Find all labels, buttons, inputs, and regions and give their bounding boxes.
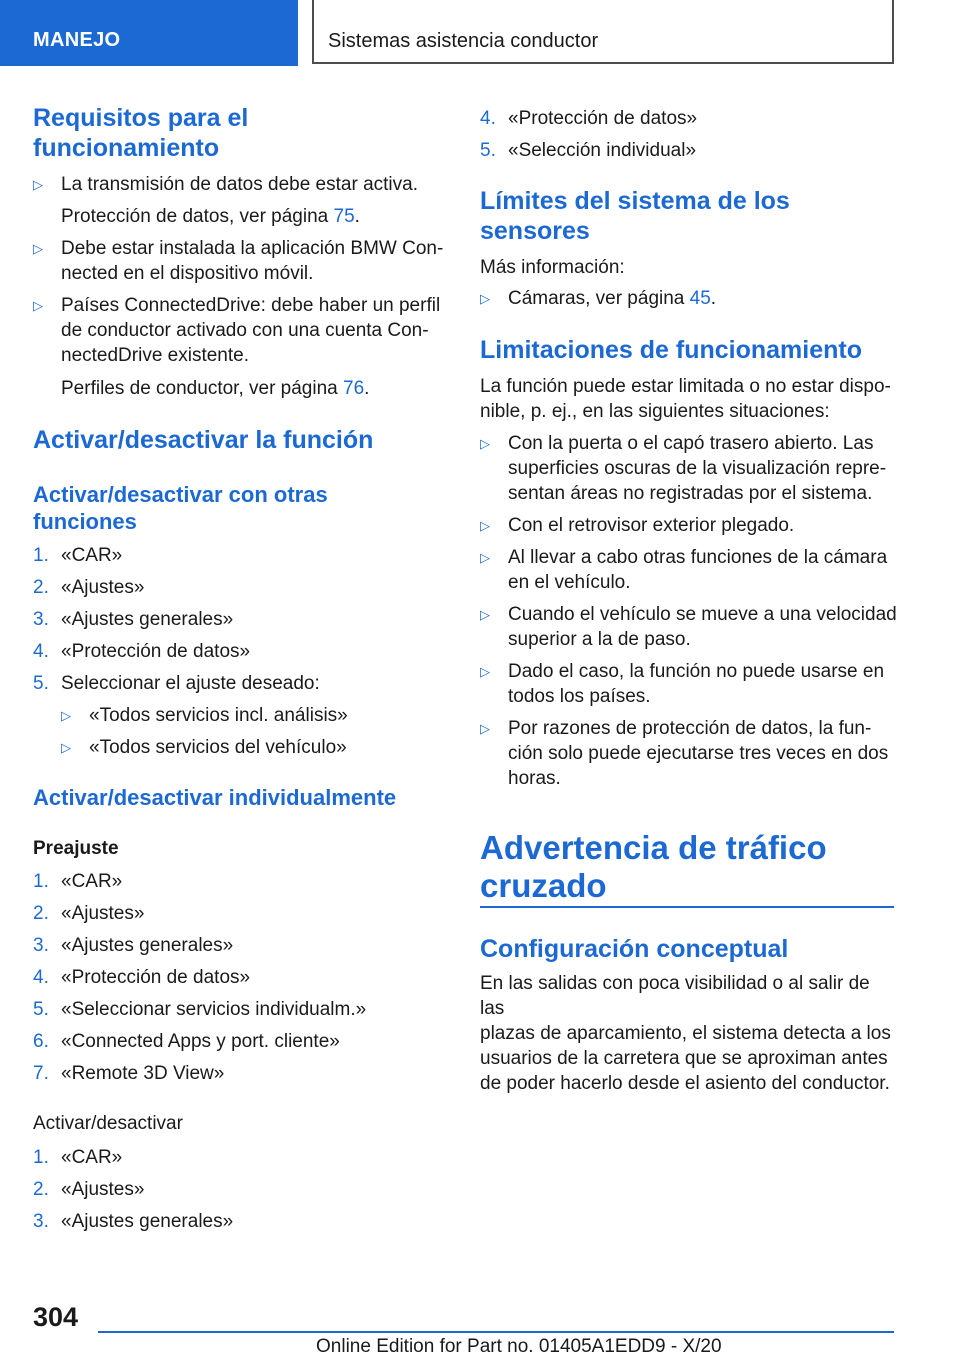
step-number: 2. xyxy=(33,903,49,924)
list-item-line: superior a la de paso. xyxy=(508,629,691,650)
chapter-label: Sistemas asistencia conductor xyxy=(328,30,599,52)
list-item-line: Dado el caso, la función no puede usarse en xyxy=(508,661,885,682)
step-text: «Protección de datos» xyxy=(61,641,251,662)
bullet-triangle-icon: ▷ xyxy=(61,740,71,755)
concept-paragraph xyxy=(480,971,894,1096)
list-item-line: nectedDrive existente. xyxy=(61,345,249,366)
bullet-triangle-icon: ▷ xyxy=(33,298,43,313)
step-text: «Ajustes» xyxy=(61,577,145,598)
intro-line: nible, p. ej., en las siguientes situaciones: xyxy=(480,401,830,422)
step-text: «Selección individual» xyxy=(508,140,697,161)
paragraph-line: de poder hacerlo desde el asiento del conductor. xyxy=(480,1073,890,1094)
step-number: 3. xyxy=(33,935,49,956)
activate-other-heading-line2: funciones xyxy=(33,509,137,534)
cameras-text: Cámaras, ver página xyxy=(508,288,690,309)
list-item-line: ción solo puede ejecutarse tres veces en dos xyxy=(508,743,889,764)
step-number: 1. xyxy=(33,871,49,892)
function-limits-heading: Limitaciones de funcionamiento xyxy=(480,336,862,364)
activate-other-heading xyxy=(33,481,328,535)
step-text: «Protección de datos» xyxy=(61,967,251,988)
section-label: MANEJO xyxy=(33,29,121,51)
list-item-line: superficies oscuras de la visualización repre- xyxy=(508,458,887,479)
section-divider xyxy=(480,906,894,908)
step-text: «Ajustes» xyxy=(61,1179,145,1200)
step-text: «CAR» xyxy=(61,545,123,566)
individual-heading: Activar/desactivar individualmente xyxy=(33,785,397,810)
step-number: 4. xyxy=(480,108,496,129)
paragraph-line: En las salidas con poca visibilidad o al salir de las xyxy=(480,973,870,1019)
more-info-text: Más información: xyxy=(480,257,625,278)
bullet-triangle-icon: ▷ xyxy=(33,241,43,256)
cross-traffic-heading-line2: cruzado xyxy=(480,867,607,904)
sub-list-item-text: «Todos servicios del vehículo» xyxy=(89,737,347,758)
list-item-text xyxy=(61,293,451,368)
activate-other-heading-line1: Activar/desactivar con otras xyxy=(33,482,328,507)
cross-reference: Perfiles de conductor, ver página 76. xyxy=(61,378,370,399)
chapter-tab xyxy=(312,0,894,64)
paragraph-line: plazas de aparcamiento, el sistema detecta a los xyxy=(480,1023,891,1044)
bullet-triangle-icon: ▷ xyxy=(480,721,490,736)
step-text: «Ajustes» xyxy=(61,903,145,924)
step-number: 3. xyxy=(33,609,49,630)
sub-list-item-text: «Todos servicios incl. análisis» xyxy=(89,705,348,726)
page-number: 304 xyxy=(33,1302,79,1332)
list-item-line: en el vehículo. xyxy=(508,572,631,593)
list-item-line: nected en el dispositivo móvil. xyxy=(61,263,314,284)
requirements-heading xyxy=(33,103,248,163)
list-item-line: Debe estar instalada la aplicación BMW Con- xyxy=(61,238,444,259)
step-text: «Protección de datos» xyxy=(508,108,698,129)
list-item-line: Con la puerta o el capó trasero abierto. Las xyxy=(508,433,874,454)
list-item-line: Países ConnectedDrive: debe haber un perfil xyxy=(61,295,441,316)
bullet-triangle-icon: ▷ xyxy=(61,708,71,723)
step-number: 4. xyxy=(33,967,49,988)
list-item-line: Por razones de protección de datos, la fun- xyxy=(508,718,872,739)
page-link[interactable]: 75 xyxy=(333,206,355,227)
toggle-subheading: Activar/desactivar xyxy=(33,1113,183,1134)
cross-reference-text: Perfiles de conductor, ver página xyxy=(61,378,344,399)
step-number: 7. xyxy=(33,1063,49,1084)
list-item-text: La transmisión de datos debe estar activa. xyxy=(61,174,418,195)
step-number: 1. xyxy=(33,1147,49,1168)
cross-reference-text: Protección de datos, ver página xyxy=(61,206,334,227)
cross-traffic-heading-line1: Advertencia de tráfico xyxy=(480,829,827,866)
step-number: 5. xyxy=(33,999,49,1020)
step-text: Seleccionar el ajuste deseado: xyxy=(61,673,320,694)
step-number: 3. xyxy=(33,1211,49,1232)
step-text: «Ajustes generales» xyxy=(61,935,234,956)
bullet-triangle-icon: ▷ xyxy=(480,550,490,565)
step-number: 1. xyxy=(33,545,49,566)
page-link[interactable]: 76 xyxy=(343,378,365,399)
cross-traffic-heading xyxy=(480,829,827,905)
list-item-text xyxy=(61,236,451,286)
step-text: «Connected Apps y port. cliente» xyxy=(61,1031,340,1052)
list-item-line: Cuando el vehículo se mueve a una velocidad xyxy=(508,604,897,625)
step-text: «Remote 3D View» xyxy=(61,1063,225,1084)
requirements-heading-line1: Requisitos para el xyxy=(33,104,249,132)
concept-heading: Configuración conceptual xyxy=(480,935,789,963)
list-item-line: sentan áreas no registradas por el sistema. xyxy=(508,483,873,504)
step-text: «Ajustes generales» xyxy=(61,1211,234,1232)
list-item-text xyxy=(508,716,898,791)
step-text: «Seleccionar servicios individualm.» xyxy=(61,999,367,1020)
footer-divider xyxy=(98,1331,894,1333)
list-item-line: Al llevar a cabo otras funciones de la cámara xyxy=(508,547,888,568)
step-number: 5. xyxy=(480,140,496,161)
bullet-triangle-icon: ▷ xyxy=(480,607,490,622)
preset-subheading: Preajuste xyxy=(33,838,119,859)
function-limits-intro xyxy=(480,374,891,424)
list-item-line: horas. xyxy=(508,768,561,789)
list-item-text: Con el retrovisor exterior plegado. xyxy=(508,515,795,536)
paragraph-line: usuarios de la carretera que se aproximan antes xyxy=(480,1048,888,1069)
edition-text: Online Edition for Part no. 01405A1EDD9 - X/20 xyxy=(316,1336,722,1357)
step-text: «CAR» xyxy=(61,1147,123,1168)
step-text: «CAR» xyxy=(61,871,123,892)
activate-heading: Activar/desactivar la función xyxy=(33,426,374,454)
section-tab xyxy=(0,0,298,66)
cross-reference: Protección de datos, ver página 75. xyxy=(61,206,360,227)
list-item-text xyxy=(508,431,898,506)
step-text: «Ajustes generales» xyxy=(61,609,234,630)
page-link[interactable]: 45 xyxy=(689,288,711,309)
sensor-limits-heading-line2: sensores xyxy=(480,217,590,245)
list-item-text xyxy=(508,659,898,709)
sensor-limits-heading-line1: Límites del sistema de los xyxy=(480,187,790,215)
list-item-text xyxy=(508,602,898,652)
bullet-triangle-icon: ▷ xyxy=(480,291,490,306)
step-number: 4. xyxy=(33,641,49,662)
bullet-triangle-icon: ▷ xyxy=(480,436,490,451)
requirements-heading-line2: funcionamiento xyxy=(33,134,220,162)
sensor-limits-heading xyxy=(480,186,790,246)
intro-line: La función puede estar limitada o no estar dispo- xyxy=(480,376,891,397)
bullet-triangle-icon: ▷ xyxy=(480,664,490,679)
bullet-triangle-icon: ▷ xyxy=(33,177,43,192)
bullet-triangle-icon: ▷ xyxy=(480,518,490,533)
step-number: 2. xyxy=(33,1179,49,1200)
step-number: 6. xyxy=(33,1031,49,1052)
step-number: 2. xyxy=(33,577,49,598)
list-item-line: de conductor activado con una cuenta Con- xyxy=(61,320,429,341)
list-item-text: Cámaras, ver página 45. xyxy=(508,288,717,309)
list-item-text xyxy=(508,545,898,595)
step-number: 5. xyxy=(33,673,49,694)
list-item-line: todos los países. xyxy=(508,686,651,707)
